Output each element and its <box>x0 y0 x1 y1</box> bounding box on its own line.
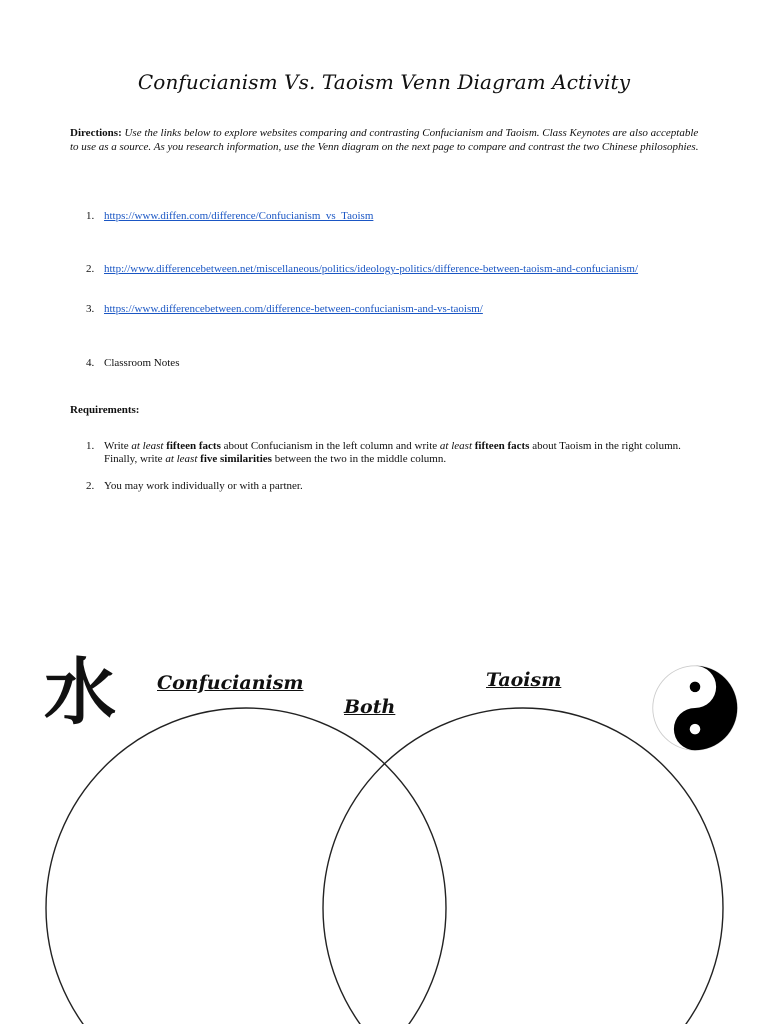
page-title: Confucianism Vs. Taoism Venn Diagram Activity <box>137 70 631 94</box>
venn-right-circle <box>323 708 723 1024</box>
source-text-classroom-notes: Classroom Notes <box>104 357 180 369</box>
text-run-italic: at least <box>439 440 473 452</box>
yin-yang-icon <box>651 664 739 752</box>
requirement-text: You may work individually or with a partner. <box>104 480 303 492</box>
venn-label-taoism: Taoism <box>486 669 562 691</box>
directions-paragraph <box>70 126 700 154</box>
source-item-4 <box>86 356 179 370</box>
text-run-bold: five similarities <box>200 453 272 465</box>
source-link-3[interactable]: https://www.differencebetween.com/difference-between-confucianism-and-vs-taoism/ <box>104 303 483 315</box>
text-run-bold: fifteen facts <box>474 440 530 452</box>
venn-label-both: Both <box>344 696 396 718</box>
text-run-bold: fifteen facts <box>166 440 221 452</box>
text-run-italic: at least <box>165 453 198 465</box>
text-run: about Confucianism in the left column and write <box>220 440 440 452</box>
requirement-item-2 <box>86 480 691 493</box>
source-number: 3. <box>86 303 95 315</box>
text-run: Write <box>104 440 132 452</box>
source-number: 2. <box>86 263 95 275</box>
text-run-italic: at least <box>131 440 164 452</box>
requirement-number: 2. <box>86 480 95 492</box>
venn-label-confucianism: Confucianism <box>157 672 304 694</box>
requirement-item-1 <box>86 440 691 466</box>
source-number: 4. <box>86 357 95 369</box>
source-number: 1. <box>86 210 95 222</box>
source-link-1[interactable]: https://www.diffen.com/difference/Confucianism_vs_Taoism <box>104 210 374 222</box>
source-item-1 <box>86 209 373 223</box>
text-run: between the two in the middle column. <box>271 453 447 465</box>
requirements-heading: Requirements: <box>70 404 140 416</box>
directions-text: Use the links below to explore websites comparing and contrasting Confucianism and Taoism. Class Keynotes are also acceptable to use as a source. As you research information, use the Venn diagram on the next page to compare and contrast the two Chinese philosophies. <box>70 127 699 153</box>
directions-label: Directions: <box>70 127 122 139</box>
requirement-text <box>104 440 691 466</box>
confucianism-symbol-icon: 水 <box>44 650 117 734</box>
requirement-number: 1. <box>86 440 95 452</box>
source-item-3 <box>86 302 483 316</box>
source-link-2[interactable]: http://www.differencebetween.net/miscellaneous/politics/ideology-politics/difference-between-taoism-and-confucianism/ <box>104 263 639 275</box>
text-run: about Taoism in the right column. Finally, write <box>104 440 681 465</box>
source-item-2 <box>86 262 638 276</box>
venn-left-circle <box>46 708 446 1024</box>
